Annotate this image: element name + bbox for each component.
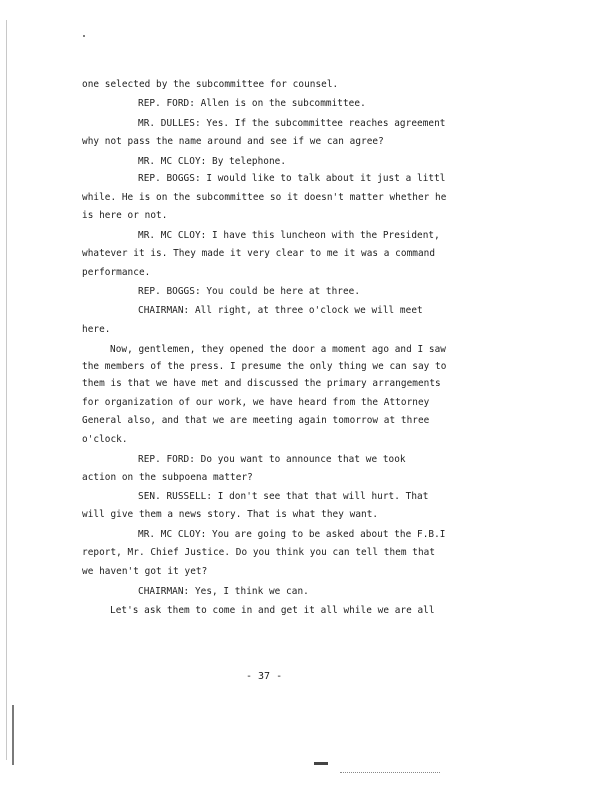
transcript-line: action on the subpoena matter? (82, 472, 253, 483)
transcript-line: Let's ask them to come in and get it all while we are all (110, 605, 435, 616)
scan-dotted-line (340, 772, 440, 773)
transcript-line: for organization of our work, we have heard from the Attorney (82, 397, 430, 408)
transcript-line: the members of the press. I presume the only thing we can say to (82, 361, 447, 372)
transcript-line: them is that we have met and discussed the primary arrangements (82, 378, 441, 389)
transcript-line: CHAIRMAN: Yes, I think we can. (138, 586, 309, 597)
page-number: - 37 - (246, 671, 283, 682)
scan-edge-line (6, 20, 7, 760)
transcript-line: REP. FORD: Allen is on the subcommittee. (138, 98, 366, 109)
transcript-line: one selected by the subcommittee for counsel. (82, 79, 339, 90)
transcript-line: o'clock. (82, 434, 128, 445)
transcript-line: report, Mr. Chief Justice. Do you think you can tell them that (82, 547, 436, 558)
transcript-line: is here or not. (82, 210, 168, 221)
transcript-line: whatever it is. They made it very clear to me it was a command (82, 248, 436, 259)
transcript-line: MR. MC CLOY: By telephone. (138, 156, 287, 167)
transcript-line: CHAIRMAN: All right, at three o'clock we will meet (138, 305, 423, 316)
transcript-line: will give them a news story. That is what they want. (82, 509, 379, 520)
transcript-line: MR. DULLES: Yes. If the subcommittee reaches agreement (138, 118, 446, 129)
transcript-line: why not pass the name around and see if we can agree? (82, 136, 384, 147)
transcript-line: while. He is on the subcommittee so it doesn't matter whether he (82, 192, 447, 203)
transcript-line: Now, gentlemen, they opened the door a moment ago and I saw (110, 344, 446, 355)
transcript-line: REP. BOGGS: You could be here at three. (138, 286, 361, 297)
transcript-line: General also, and that we are meeting again tomorrow at three (82, 415, 430, 426)
scan-edge-mark (12, 705, 14, 765)
transcript-line: we haven't got it yet? (82, 566, 208, 577)
transcript-line: REP. BOGGS: I would like to talk about it just a littl (138, 173, 446, 184)
transcript-line: MR. MC CLOY: You are going to be asked about the F.B.I (138, 529, 446, 540)
scan-mark (314, 762, 328, 765)
transcript-line: here. (82, 324, 111, 335)
transcript-line: REP. FORD: Do you want to announce that we took (138, 454, 406, 465)
transcript-line: performance. (82, 267, 151, 278)
scan-speck (83, 35, 85, 37)
transcript-line: MR. MC CLOY: I have this luncheon with the President, (138, 230, 440, 241)
transcript-line: SEN. RUSSELL: I don't see that that will hurt. That (138, 491, 429, 502)
